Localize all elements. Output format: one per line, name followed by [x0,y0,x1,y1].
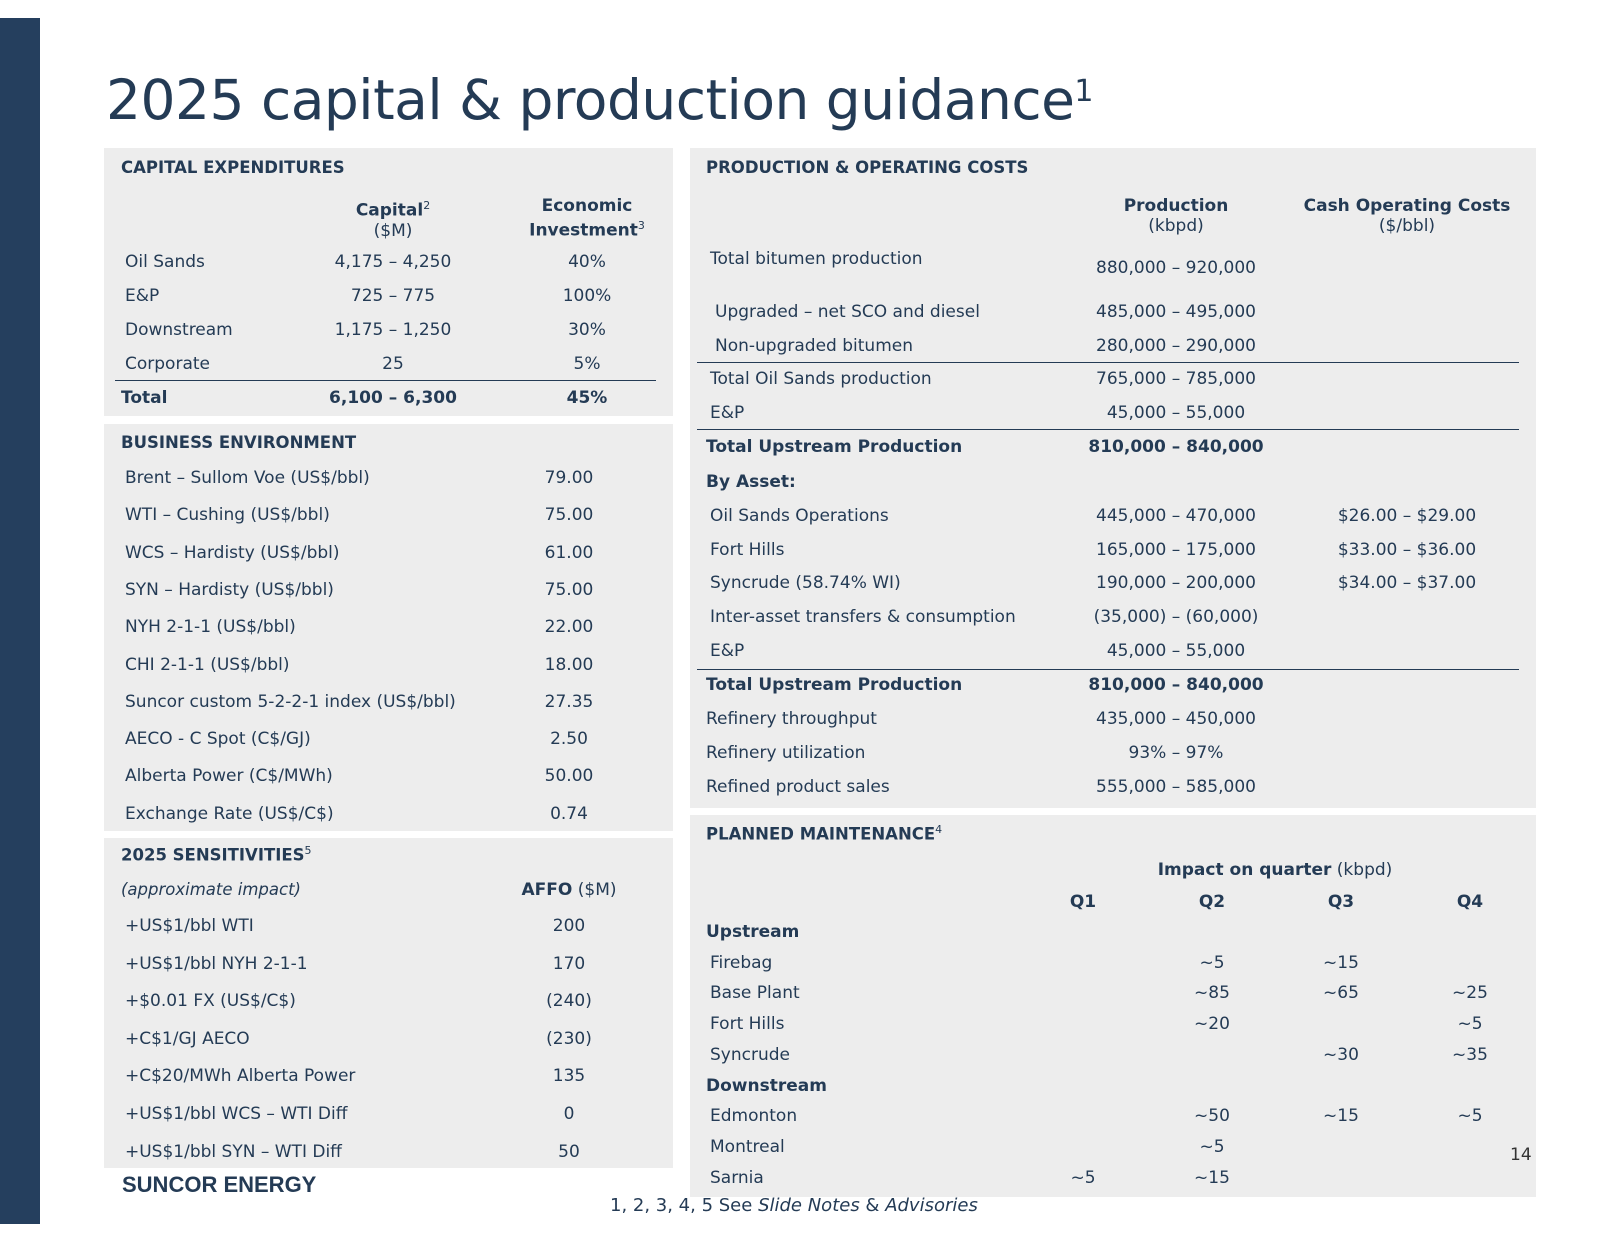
footnote: 1, 2, 3, 4, 5 See Slide Notes & Advisories [610,1195,978,1216]
business-env-row-label: Suncor custom 5-2-2-1 index (US$/bbl) [125,691,456,712]
capex-total-rule [115,380,656,381]
business-env-row-value: 18.00 [544,654,594,675]
production-row-value: 445,000 – 470,000 [1096,506,1256,526]
production-row-label: Refinery utilization [706,743,866,763]
capex-heading: CAPITAL EXPENDITURES [121,158,345,177]
business-env-heading: BUSINESS ENVIRONMENT [121,433,357,452]
business-env-row-value: 50.00 [544,766,594,787]
maintenance-row-value: ~5 [1070,1167,1096,1188]
production-row-label: Oil Sands Operations [710,506,889,526]
business-env-row-value: 27.35 [544,691,594,712]
sensitivity-row-label: +US$1/bbl WCS – WTI Diff [125,1104,348,1124]
production-row-label: E&P [710,403,745,423]
business-env-row-value: 0.74 [550,803,588,824]
sensitivity-row-label: +US$1/bbl WTI [125,916,254,936]
maintenance-row-value: ~5 [1199,952,1225,973]
capex-row-label: Oil Sands [125,252,205,272]
maintenance-row-value: ~50 [1194,1106,1230,1127]
maintenance-row-value: ~65 [1323,983,1359,1004]
maintenance-row-label: Montreal [710,1136,785,1157]
sensitivities-heading: 2025 SENSITIVITIES$^5$ [121,844,312,865]
capex-row-econ: 100% [562,286,612,306]
maintenance-quarter-header: Q4 [1456,892,1484,912]
capex-row-capital: 4,175 – 4,250 [334,252,452,272]
production-row-value: 555,000 – 585,000 [1096,777,1256,797]
business-env-row-value: 61.00 [544,542,594,563]
production-row-value: 165,000 – 175,000 [1096,540,1256,560]
production-row-label: Inter-asset transfers & consumption [710,607,1016,627]
maintenance-quarter-header: Q3 [1327,892,1355,912]
capex-row-econ: 30% [568,320,606,340]
capex-row-econ: 5% [573,354,601,374]
maintenance-quarter-header: Q1 [1069,892,1097,912]
sensitivities-col-affo: AFFO ($M) [521,880,617,900]
maintenance-row-value: ~5 [1457,1106,1483,1127]
capex-row-capital: 1,175 – 1,250 [334,320,452,340]
production-row-label: Total Oil Sands production [710,369,932,389]
production-rule-2 [697,429,1519,430]
production-row-label: Fort Hills [710,540,785,560]
capex-row-label: E&P [125,286,160,306]
maintenance-row-value: ~30 [1323,1044,1359,1065]
maintenance-row-label: Base Plant [710,983,800,1004]
business-env-row-label: Exchange Rate (US$/C$) [125,803,334,824]
production-row-label: Refined product sales [706,777,890,797]
left-accent-bar [0,18,40,1224]
production-row-value: (35,000) – (60,000) [1093,607,1259,627]
sensitivity-row-label: +C$20/MWh Alberta Power [125,1066,356,1087]
capex-row-capital: 25 [382,354,404,374]
capex-row-label: Downstream [125,320,233,340]
maintenance-row-value: ~15 [1194,1167,1230,1188]
production-row-value: 765,000 – 785,000 [1096,369,1256,389]
capex-col-economic: Economic Investment$^3$ [529,196,645,241]
production-row-value: 93% – 97% [1128,743,1224,763]
production-row-value: 880,000 – 920,000 [1096,258,1256,278]
maintenance-impact-header: Impact on quarter (kbpd) [1157,860,1393,880]
capex-total-label: Total [121,388,168,408]
maintenance-row-value: ~25 [1452,983,1488,1004]
business-env-row-label: CHI 2-1-1 (US$/bbl) [125,654,290,675]
production-row-value: 435,000 – 450,000 [1096,709,1256,729]
sensitivity-row-value: 0 [563,1104,575,1124]
sensitivity-row-value: 135 [552,1066,586,1087]
production-row-value: 280,000 – 290,000 [1096,336,1256,356]
page-title: 2025 capital & production guidance$^1$ [106,68,1094,132]
production-row-label: E&P [710,641,745,661]
production-row-label: Upgraded – net SCO and diesel [715,302,980,322]
production-row-label: Refinery throughput [706,709,877,729]
maintenance-heading: PLANNED MAINTENANCE$^4$ [706,823,943,844]
sensitivity-row-value: 170 [552,953,586,974]
business-env-row-value: 75.00 [544,505,594,526]
maintenance-row-label: Firebag [710,952,773,973]
capex-total-econ: 45% [566,388,608,408]
capex-row-econ: 40% [568,252,606,272]
maintenance-quarter-header: Q2 [1198,892,1226,912]
capex-panel [104,148,673,416]
business-env-row-value: 79.00 [544,468,594,488]
business-env-row-label: WTI – Cushing (US$/bbl) [125,505,330,526]
capex-row-label: Corporate [125,354,210,374]
sensitivities-subheading: (approximate impact) [121,880,301,899]
maintenance-row-label: Syncrude [710,1044,790,1065]
maintenance-row-value: ~5 [1199,1136,1225,1157]
production-row-value: 45,000 – 55,000 [1106,641,1246,661]
business-env-row-label: NYH 2-1-1 (US$/bbl) [125,617,296,638]
production-rule-1 [697,362,1519,363]
business-env-row-label: AECO - C Spot (C$/GJ) [125,729,311,750]
sensitivity-row-value: 50 [558,1141,580,1162]
production-row-value: 810,000 – 840,000 [1088,437,1264,457]
sensitivity-row-value: (230) [546,1028,592,1049]
production-row-label: By Asset: [706,472,796,492]
sensitivity-row-value: 200 [552,916,586,936]
production-row-label: Total Upstream Production [706,675,963,695]
production-row-label: Syncrude (58.74% WI) [710,573,901,593]
production-row-value: 45,000 – 55,000 [1106,403,1246,423]
production-row-value: 810,000 – 840,000 [1088,675,1264,695]
production-heading: PRODUCTION & OPERATING COSTS [706,158,1029,177]
maintenance-row-label: Sarnia [710,1167,764,1188]
maintenance-row-label: Downstream [706,1075,827,1096]
business-env-row-label: SYN – Hardisty (US$/bbl) [125,579,334,600]
production-col-production: Production (kbpd) [1123,196,1229,236]
production-col-cash-costs: Cash Operating Costs ($/bbl) [1303,196,1511,236]
production-row-cost: $34.00 – $37.00 [1337,573,1477,593]
maintenance-row-label: Upstream [706,922,800,942]
production-row-value: 190,000 – 200,000 [1096,573,1256,593]
sensitivity-row-label: +C$1/GJ AECO [125,1028,250,1049]
production-row-label: Total Upstream Production [706,437,963,457]
production-row-label: Non-upgraded bitumen [715,336,913,356]
maintenance-row-value: ~35 [1452,1044,1488,1065]
sensitivity-row-label: +$0.01 FX (US$/C$) [125,991,296,1012]
capex-col-capital: Capital$^2$ ($M) [355,199,431,241]
sensitivity-row-label: +US$1/bbl SYN – WTI Diff [125,1141,342,1162]
page-number: 14 [1510,1145,1532,1165]
brand-logo-text: SUNCOR ENERGY [122,1172,317,1197]
maintenance-row-value: ~15 [1323,1106,1359,1127]
maintenance-row-value: ~85 [1194,983,1230,1004]
production-row-cost: $26.00 – $29.00 [1337,506,1477,526]
maintenance-row-label: Edmonton [710,1106,798,1127]
maintenance-panel [690,815,1536,1197]
business-env-row-value: 2.50 [550,729,588,750]
sensitivity-row-value: (240) [546,991,592,1012]
business-env-row-value: 22.00 [544,617,594,638]
maintenance-row-value: ~20 [1194,1014,1230,1035]
production-row-cost: $33.00 – $36.00 [1337,540,1477,560]
business-env-row-label: Alberta Power (C$/MWh) [125,766,333,787]
business-env-row-label: Brent – Sullom Voe (US$/bbl) [125,468,370,488]
maintenance-row-value: ~5 [1457,1014,1483,1035]
capex-total-capital: 6,100 – 6,300 [329,388,457,408]
maintenance-row-label: Fort Hills [710,1014,785,1035]
production-row-value: 485,000 – 495,000 [1096,302,1256,322]
business-env-row-label: WCS – Hardisty (US$/bbl) [125,542,340,563]
sensitivity-row-label: +US$1/bbl NYH 2-1-1 [125,953,308,974]
production-rule-3 [697,669,1519,670]
business-env-row-value: 75.00 [544,579,594,600]
production-row-label: Total bitumen production [710,249,923,269]
maintenance-row-value: ~15 [1323,952,1359,973]
capex-row-capital: 725 – 775 [350,286,436,306]
